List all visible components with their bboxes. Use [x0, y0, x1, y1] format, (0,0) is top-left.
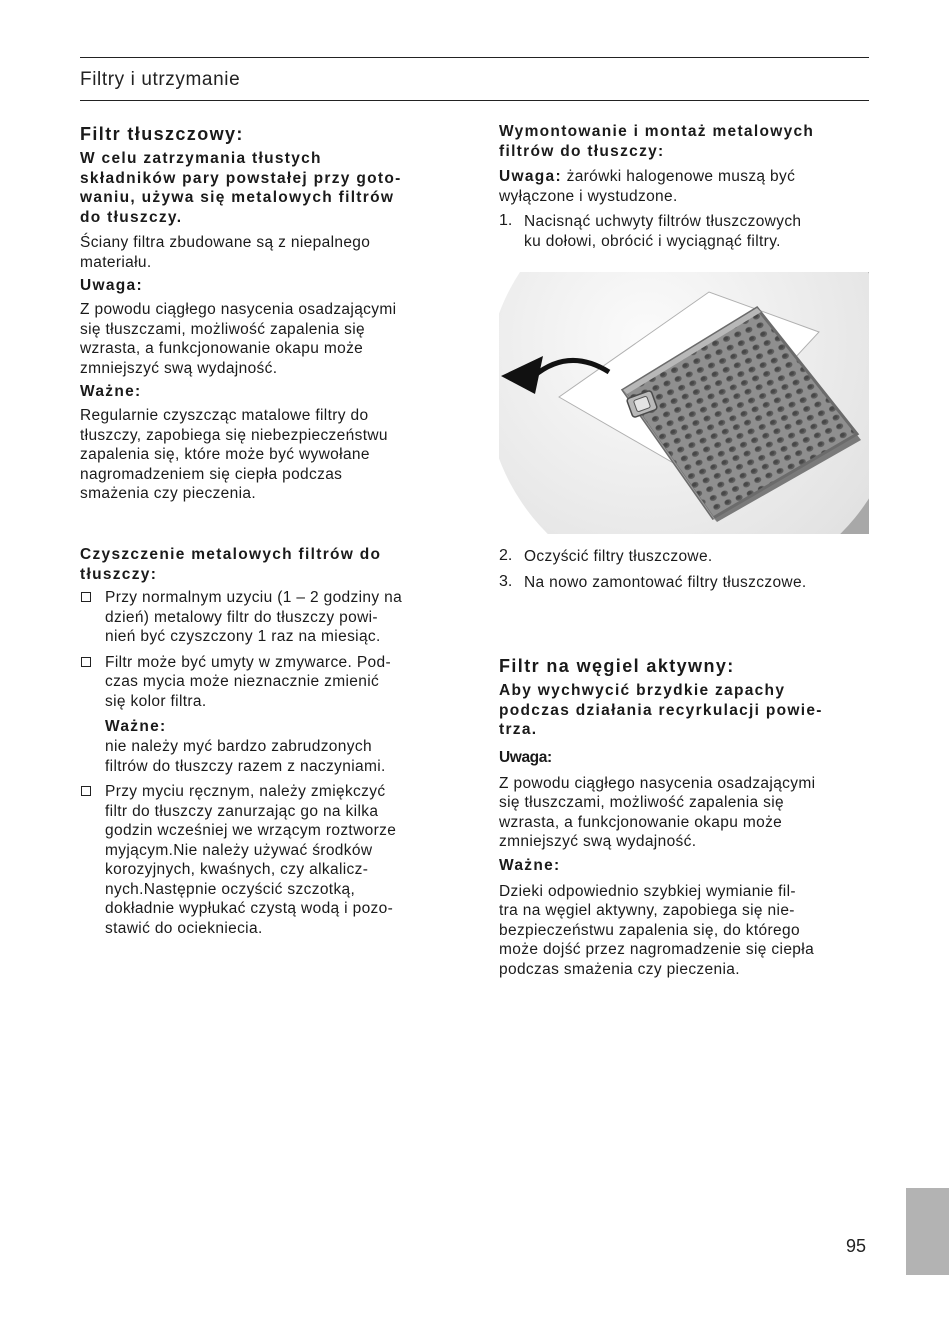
- header-rule-top: [80, 57, 869, 58]
- checkbox-bullet-icon: [81, 786, 91, 796]
- page-edge-tab: [906, 1188, 949, 1275]
- important-text: nie należy myć bardzo zabrudzonych filtrów do tłuszczy razem z naczyniami.: [105, 738, 386, 775]
- note-label: Uwaga:: [80, 277, 143, 294]
- important-text: Regularnie czyszcząc matalowe filtry do tłuszczy, zapobiega się niebezpieczeństwu zapalenia się, które może być wywołane nagromadzeniem się ciepła podczas smażenia czy pieczenia.: [80, 407, 388, 502]
- section-title: Filtr tłuszczowy:: [80, 124, 244, 144]
- section-lead: W celu zatrzymania tłustych składników pary powstałej przy goto- waniu, używa się metalowych filtrów do tłuszczy.: [80, 150, 402, 226]
- grease-filter-removal-illustration: [499, 272, 869, 534]
- filter-walls-text: Ściany filtra zbudowane są z niepalnego materiału.: [80, 234, 371, 271]
- section-carbon-filter: [499, 655, 871, 979]
- note-label: Uwaga:: [499, 748, 552, 766]
- note-text: Uwaga: żarówki halogenowe muszą być wyłączone i wystudzone.: [499, 168, 796, 205]
- section-title: Czyszczenie metalowych filtrów do tłuszczy:: [80, 546, 382, 583]
- section-grease-filter: [80, 123, 455, 504]
- section-lead: Aby wychwycić brzydkie zapachy podczas działania recyrkulacji powie- trza.: [499, 682, 823, 738]
- checkbox-bullet-icon: [81, 657, 91, 667]
- step-item: 1. Nacisnąć uchwyty filtrów tłuszczowych ku dołowi, obrócić i wyciągnąć filtry.: [499, 212, 802, 250]
- section-title: Wymontowanie i montaż metalowych filtrów do tłuszczy:: [499, 123, 815, 160]
- list-item: Przy normalnym uzyciu (1 – 2 godziny na dzień) metalowy filtr do tłuszczy powi- nień być czyszczony 1 raz na miesiąc.: [80, 588, 455, 647]
- section-cleaning: [80, 545, 455, 938]
- header-rule-bottom: [80, 100, 869, 101]
- step-item: 2. Oczyścić filtry tłuszczowe.: [499, 547, 713, 565]
- list-item: Filtr może być umyty w zmywarce. Pod- czas mycia może nieznacznie zmienić się kolor filtra. Ważne: nie należy myć bardzo zabrudzonych filtrów do tłuszczy razem z naczyniami.: [80, 653, 455, 777]
- page-header-title: Filtry i utrzymanie: [80, 69, 241, 90]
- important-text: Dzieki odpowiednio szybkiej wymianie fil- tra na węgiel aktywny, zapobiega się nie- bezpieczeństwu zapalenia się, do którego może dojść przez nagromadzenie się ciepła podczas smażenia czy pieczenia.: [499, 882, 815, 978]
- important-label: Ważne:: [105, 718, 167, 735]
- checkbox-bullet-icon: [81, 592, 91, 602]
- step-item: 3. Na nowo zamontować filtry tłuszczowe.: [499, 572, 807, 591]
- section-removal: [499, 122, 871, 251]
- note-text: Z powodu ciągłego nasycenia osadzającymi się tłuszczami, możliwość zapalenia się wzrasta, a funkcjonowanie okapu może zmniejszyć swą wydajność.: [80, 301, 397, 377]
- note-text: Z powodu ciągłego nasycenia osadzającymi się tłuszczami, możliwość zapalenia się wzrasta, a funkcjonowanie okapu może zmniejszyć swą wydajność.: [499, 774, 816, 850]
- important-label: Ważne:: [499, 856, 561, 874]
- page-number: 95: [846, 1236, 867, 1256]
- note-label: Uwaga:: [499, 168, 562, 185]
- list-item: Przy myciu ręcznym, należy zmiękczyć filtr do tłuszczy zanurzając go na kilka godzin wcześniej we wrzącym roztworze myjącym.Nie należy używać środków korozyjnych, kwaśnych, czy alkalicz- nych.Następnie oczyścić szczotką, dokładnie wypłukać czystą wodą i pozo- stawić do ociekniecia.: [80, 782, 455, 938]
- section-steps-after: [499, 547, 871, 592]
- important-label: Ważne:: [80, 383, 142, 400]
- section-title: Filtr na węgiel aktywny:: [499, 656, 735, 676]
